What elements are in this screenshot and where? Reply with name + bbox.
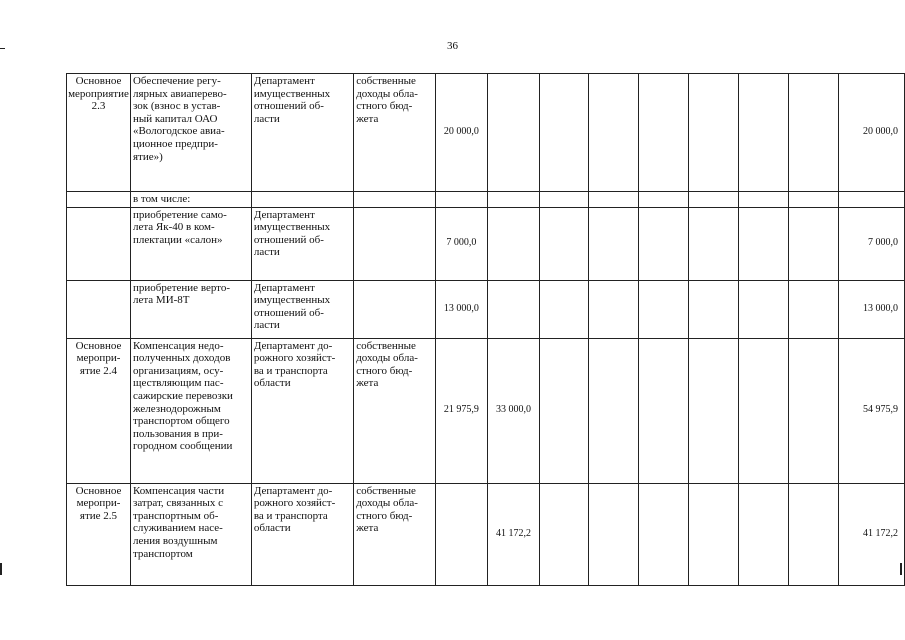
cell-amount-1: [435, 192, 487, 208]
cell-empty: [739, 483, 789, 585]
cell-funding-source: [354, 280, 436, 338]
cell-executor: Департамент имущественных отношений об- ласти: [251, 207, 353, 280]
margin-mark-left-bottom: [0, 563, 2, 575]
cell-total: 7 000,0: [839, 207, 905, 280]
cell-empty: [739, 192, 789, 208]
cell-activity-code: Основное мероприятие 2.3: [67, 74, 131, 192]
cell-amount-2: 41 172,2: [487, 483, 539, 585]
cell-amount-2: [487, 192, 539, 208]
table-row: [67, 192, 905, 208]
cell-activity-name: Компенсация части затрат, связанных с транспортным об- служиванием насе- ления воздушным транспортом: [130, 483, 251, 585]
table-row: [67, 483, 905, 585]
cell-empty: [739, 207, 789, 280]
cell-empty: [789, 483, 839, 585]
cell-empty: [688, 338, 738, 483]
cell-amount-2: [487, 280, 539, 338]
cell-executor: Департамент имущественных отношений об- ласти: [251, 74, 353, 192]
cell-empty: [638, 192, 688, 208]
cell-amount-2: [487, 74, 539, 192]
cell-empty: [589, 483, 638, 585]
page-number: 36: [447, 40, 458, 52]
cell-empty: [589, 280, 638, 338]
cell-empty: [789, 192, 839, 208]
cell-amount-1: 13 000,0: [435, 280, 487, 338]
table-row: [67, 74, 905, 192]
budget-table: [66, 73, 905, 586]
cell-empty: [638, 74, 688, 192]
cell-empty: [638, 280, 688, 338]
cell-activity-name: Компенсация недо- полученных доходов организациям, осу- ществляющим пас- сажирские перевозки железнодорожным транспортом общего пользования в при- городном сообщении: [130, 338, 251, 483]
table-row: [67, 207, 905, 280]
cell-empty: [688, 74, 738, 192]
cell-funding-source: [354, 207, 436, 280]
cell-amount-1: 21 975,9: [435, 338, 487, 483]
cell-activity-name: Обеспечение регу- лярных авиаперево- зок (взнос в устав- ный капитал ОАО «Вологодское авиа- ционное предпри- ятие»): [130, 74, 251, 192]
cell-executor: [251, 192, 353, 208]
cell-activity-name: в том числе:: [130, 192, 251, 208]
cell-empty: [540, 280, 589, 338]
cell-empty: [540, 207, 589, 280]
cell-empty: [739, 74, 789, 192]
cell-empty: [789, 338, 839, 483]
cell-empty: [688, 207, 738, 280]
cell-activity-name: приобретение само- лета Як-40 в ком- плектации «салон»: [130, 207, 251, 280]
cell-funding-source: собственные доходы обла- стного бюд- жета: [354, 483, 436, 585]
cell-executor: Департамент имущественных отношений об- ласти: [251, 280, 353, 338]
cell-empty: [589, 338, 638, 483]
table-row: [67, 338, 905, 483]
cell-empty: [589, 74, 638, 192]
margin-mark-left: [0, 48, 5, 49]
cell-empty: [589, 207, 638, 280]
cell-empty: [688, 483, 738, 585]
table-row: [67, 280, 905, 338]
cell-executor: Департамент до- рожного хозяйст- ва и транспорта области: [251, 483, 353, 585]
cell-activity-code: Основное меропри- ятие 2.5: [67, 483, 131, 585]
cell-empty: [638, 483, 688, 585]
cell-empty: [589, 192, 638, 208]
cell-activity-code: [67, 280, 131, 338]
cell-executor: Департамент до- рожного хозяйст- ва и транспорта области: [251, 338, 353, 483]
cell-empty: [540, 192, 589, 208]
cell-funding-source: собственные доходы обла- стного бюд- жета: [354, 338, 436, 483]
cell-empty: [739, 280, 789, 338]
cell-activity-code: [67, 192, 131, 208]
cell-amount-1: [435, 483, 487, 585]
cell-funding-source: [354, 192, 436, 208]
cell-empty: [789, 280, 839, 338]
cell-empty: [540, 74, 589, 192]
cell-amount-1: 20 000,0: [435, 74, 487, 192]
cell-total: [839, 192, 905, 208]
cell-amount-1: 7 000,0: [435, 207, 487, 280]
cell-total: 13 000,0: [839, 280, 905, 338]
cell-empty: [739, 338, 789, 483]
cell-amount-2: 33 000,0: [487, 338, 539, 483]
cell-empty: [638, 207, 688, 280]
cell-total: 54 975,9: [839, 338, 905, 483]
cell-activity-code: [67, 207, 131, 280]
cell-empty: [540, 338, 589, 483]
cell-activity-code: Основное меропри- ятие 2.4: [67, 338, 131, 483]
cell-funding-source: собственные доходы обла- стного бюд- жета: [354, 74, 436, 192]
cell-total: 20 000,0: [839, 74, 905, 192]
cell-activity-name: приобретение верто- лета МИ-8Т: [130, 280, 251, 338]
cell-empty: [688, 192, 738, 208]
cell-empty: [638, 338, 688, 483]
cell-empty: [789, 207, 839, 280]
cell-empty: [688, 280, 738, 338]
cell-amount-2: [487, 207, 539, 280]
cell-total: 41 172,2: [839, 483, 905, 585]
cell-empty: [540, 483, 589, 585]
cell-empty: [789, 74, 839, 192]
